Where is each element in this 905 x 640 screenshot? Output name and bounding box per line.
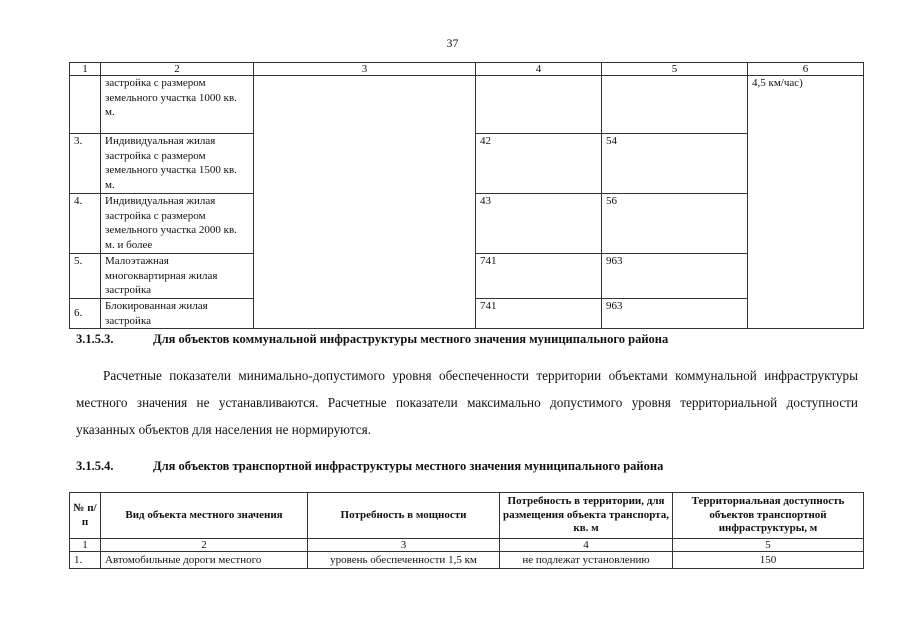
value-cell: 54 (602, 134, 748, 194)
body-paragraph (76, 362, 858, 443)
column-number: 2 (101, 63, 254, 76)
section-number: 3.1.5.3. (76, 332, 114, 346)
empty-cell (254, 76, 476, 134)
value-cell: 963 (602, 299, 748, 329)
value-cell: 43 (476, 194, 602, 254)
value-cell: 741 (476, 254, 602, 299)
row-number: 6. (70, 299, 101, 329)
empty-cell (748, 134, 864, 194)
object-type: Блокированная жилая застройка (101, 299, 254, 329)
value-cell (602, 76, 748, 134)
column-number: 5 (602, 63, 748, 76)
accessibility-note: 4,5 км/час) (748, 76, 864, 134)
row-number: 5. (70, 254, 101, 299)
column-number: 6 (748, 63, 864, 76)
empty-cell (254, 134, 476, 194)
value-cell: 56 (602, 194, 748, 254)
column-number: 2 (101, 539, 308, 552)
table-row (70, 194, 864, 254)
section-number: 3.1.5.4. (76, 459, 114, 473)
transport-standards-table (69, 492, 864, 569)
territory-cell: не подлежат установлению (500, 552, 673, 569)
value-cell: 741 (476, 299, 602, 329)
table-row (70, 254, 864, 299)
object-type: Малоэтажная многоквартирная жилая застройка (101, 254, 254, 299)
column-number: 4 (476, 63, 602, 76)
table-header-row (70, 493, 864, 539)
section-heading: Для объектов коммунальной инфраструктуры местного значения муниципального района (153, 332, 669, 346)
section-heading: Для объектов транспортной инфраструктуры местного значения муниципального района (153, 459, 664, 473)
value-cell (476, 76, 602, 134)
column-number: 4 (500, 539, 673, 552)
row-number: 3. (70, 134, 101, 194)
accessibility-cell: 150 (673, 552, 864, 569)
column-header: Потребность в мощности (308, 493, 500, 539)
empty-cell (254, 194, 476, 254)
column-header: Потребность в территории, для размещения объекта транспорта, кв. м (500, 493, 673, 539)
table-row (70, 76, 864, 134)
column-header: Вид объекта местного значения (101, 493, 308, 539)
table-row (70, 134, 864, 194)
column-header: Территориальная доступность объектов транспортной инфраструктуры, м (673, 493, 864, 539)
residential-standards-table (69, 62, 864, 329)
column-number: 1 (70, 539, 101, 552)
page-number: 37 (446, 36, 459, 50)
empty-cell (748, 299, 864, 329)
table-header-row (70, 63, 864, 76)
paragraph-text: Расчетные показатели минимально-допустимого уровня обеспеченности территории объектами коммунальной инфраструктуры местного значения не устанавливаются. Расчетные показатели максимально допустимого уровня территориальной доступности указанных объектов для населения не нормируются. (76, 368, 858, 437)
column-number: 5 (673, 539, 864, 552)
table-row (70, 299, 864, 329)
column-header: № п/п (70, 493, 101, 539)
column-number: 3 (308, 539, 500, 552)
empty-cell (254, 254, 476, 299)
empty-cell (748, 254, 864, 299)
column-number: 1 (70, 63, 101, 76)
object-type: застройка с размером земельного участка 1000 кв. м. (101, 76, 254, 134)
empty-cell (254, 299, 476, 329)
object-type: Индивидуальная жилая застройка с размером земельного участка 2000 кв. м. и более (101, 194, 254, 254)
value-cell: 963 (602, 254, 748, 299)
row-number: 4. (70, 194, 101, 254)
capacity-cell: уровень обеспеченности 1,5 км (308, 552, 500, 569)
object-type: Индивидуальная жилая застройка с размером земельного участка 1500 кв. м. (101, 134, 254, 194)
row-number: 1. (70, 552, 101, 569)
table-row (70, 552, 864, 569)
value-cell: 42 (476, 134, 602, 194)
object-type: Автомобильные дороги местного (101, 552, 308, 569)
row-number (70, 76, 101, 134)
column-number: 3 (254, 63, 476, 76)
column-number-row (70, 539, 864, 552)
empty-cell (748, 194, 864, 254)
